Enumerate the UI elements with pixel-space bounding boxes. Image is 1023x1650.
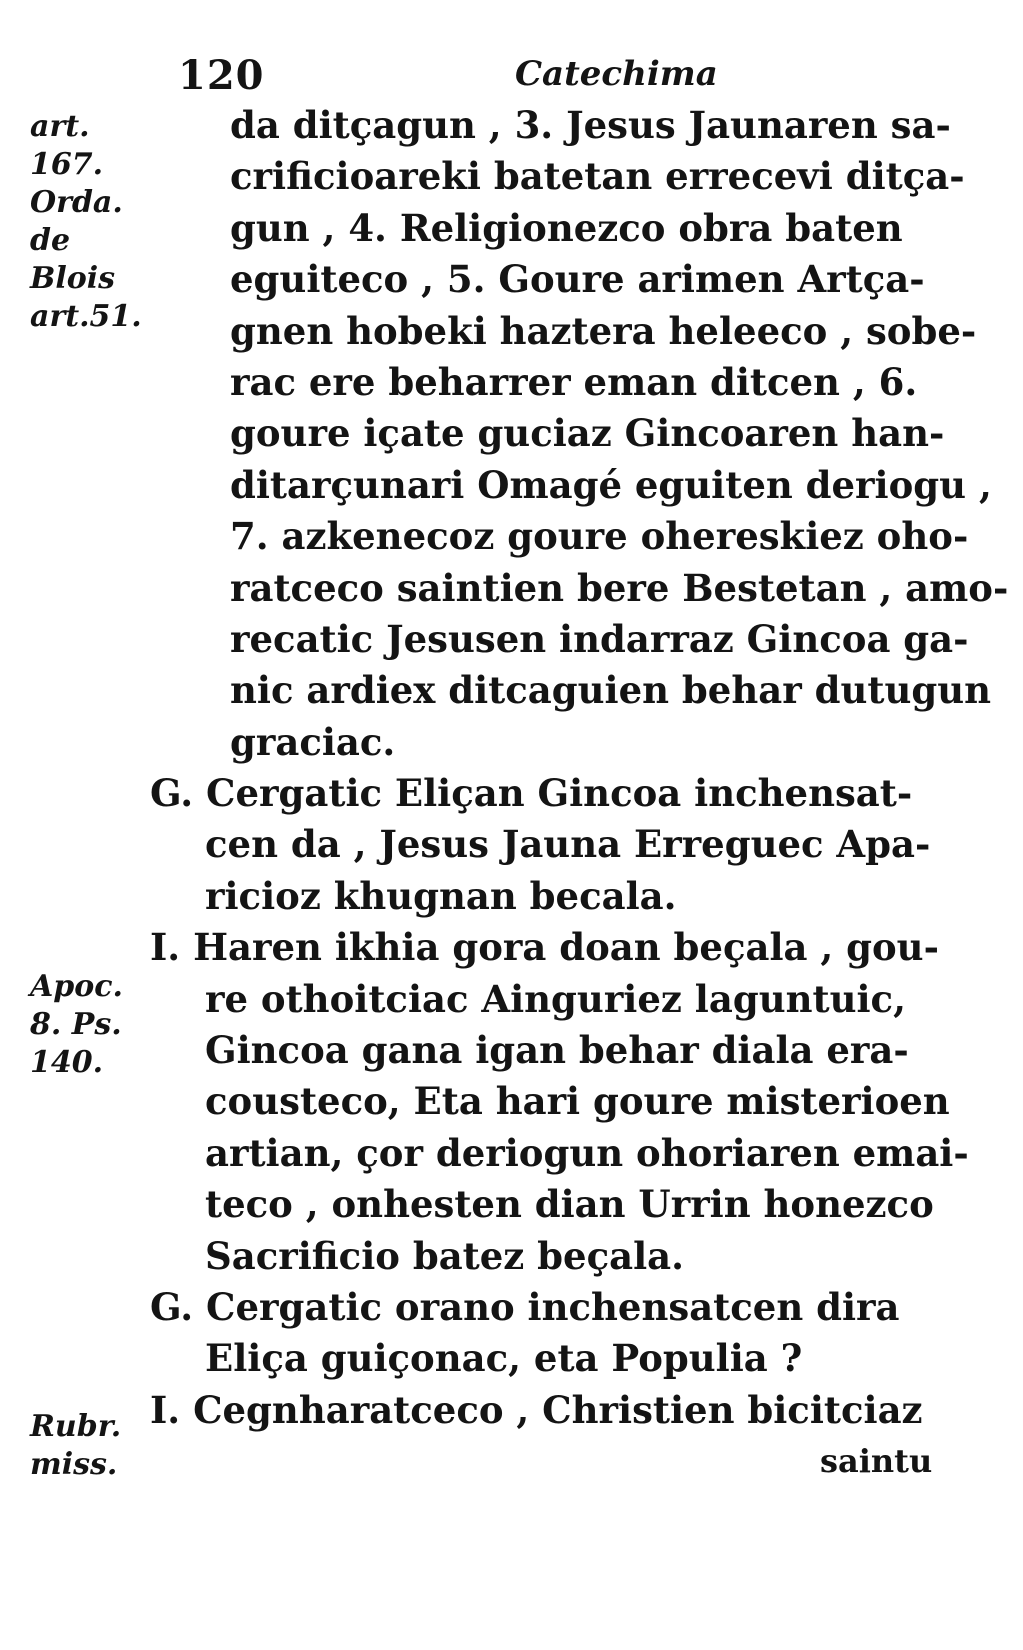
page-header — [0, 52, 1023, 102]
body-text — [140, 100, 1009, 1488]
page-number: 120 — [178, 52, 265, 99]
text-line: ditarçunari Omagé eguiten deriogu , — [230, 462, 992, 507]
margin-note-line: Apoc. — [30, 969, 123, 1004]
text-line: re othoitciac Ainguriez laguntuic, — [205, 976, 906, 1021]
text-line: recatic Jesusen indarraz Gincoa ga- — [230, 616, 969, 661]
text-line: 7. azkenecoz goure ohereskiez oho- — [230, 514, 969, 559]
answer-line: I. Cegnharatceco , Christien bicitciaz — [150, 1387, 923, 1432]
text-line: da ditçagun , 3. Jesus Jaunaren sa- — [230, 103, 951, 147]
text-line: crificioareki batetan errecevi ditça- — [230, 154, 965, 199]
text-line: goure içate guciaz Gincoaren han- — [230, 411, 945, 456]
text-line: nic ardiex ditcaguien behar dutugun — [230, 668, 992, 713]
margin-note-line: miss. — [30, 1447, 118, 1482]
text-line: gun , 4. Religionezco obra baten — [230, 205, 903, 250]
text-line: gnen hobeki haztera heleeco , sobe- — [230, 308, 977, 353]
margin-note-line: art. — [30, 109, 90, 144]
margin-note-line: 140. — [30, 1045, 104, 1080]
margin-note-line: Blois — [30, 261, 116, 296]
margin-note-line: Rubr. — [30, 1409, 122, 1444]
text-line: Eliça guiçonac, eta Populia ? — [205, 1336, 803, 1381]
margin-note-line: 8. Ps. — [30, 1007, 122, 1042]
text-line: rac ere beharrer eman ditcen , 6. — [230, 359, 918, 404]
text-line: ratceco saintien bere Bestetan , amo- — [230, 565, 1009, 610]
question-line: G. Cergatic Eliçan Gincoa inchensat- — [150, 771, 913, 816]
text-line: eguiteco , 5. Goure arimen Artça- — [230, 257, 925, 302]
catchword: saintu — [820, 1442, 933, 1481]
margin-note-line: 167. — [30, 147, 104, 182]
text-line: ricioz khugnan becala. — [205, 873, 677, 918]
text-line: cousteco, Eta hari goure misterioen — [205, 1079, 950, 1124]
text-line: graciac. — [230, 719, 396, 764]
text-line: Sacrificio batez beçala. — [205, 1233, 685, 1278]
margin-note-line: Orda. — [30, 185, 123, 220]
running-title: Catechima — [515, 54, 718, 94]
margin-note-line: art.51. — [30, 299, 142, 334]
text-line: cen da , Jesus Jauna Erreguec Apa- — [205, 822, 931, 867]
answer-line: I. Haren ikhia gora doan beçala , gou- — [150, 925, 939, 970]
text-line: Gincoa gana igan behar diala era- — [205, 1028, 909, 1073]
text-line: artian, çor deriogun ohoriaren emai- — [205, 1130, 969, 1175]
margin-note-line: de — [30, 223, 71, 258]
margin-notes — [0, 0, 150, 1650]
text-line: teco , onhesten dian Urrin honezco — [205, 1182, 934, 1227]
question-line: G. Cergatic orano inchensatcen dira — [150, 1284, 900, 1329]
